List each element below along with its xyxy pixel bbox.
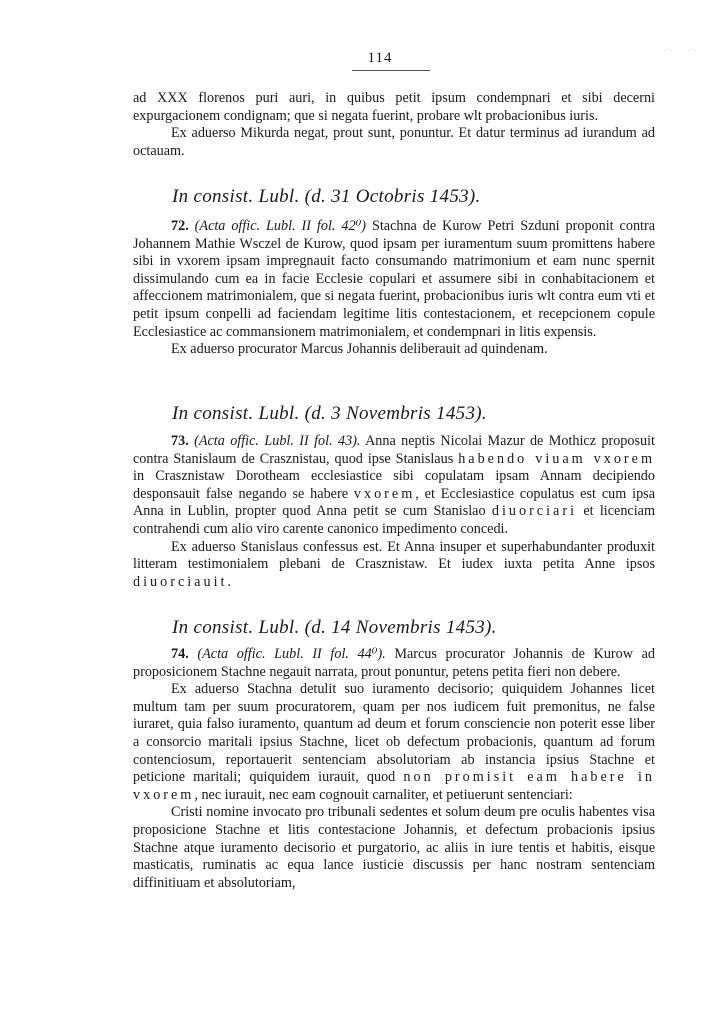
spaced-text: non promisit eam habere in vxorem	[133, 769, 656, 803]
entry-text: Stachna de Kurow Petri Szduni proponit contra Johannem Mathie Wsczel de Kurow, quod ipsam per iuramentum suum promittens habere sibi in vxorem ipsam impregnauit facto consumando matrimonium et eam nunc spernit dissimulando cum ea in facie Ecclesie copulari et assumere sibi in conhabitacionem et affeccionem matrimonialem, que si negata fuerint, probacionibus iuris wlt contra eum vti et petit ipsum conpelli ad faciendam legitime litis contestacionem, et recepcionem copule Ecclesiastice ac commansionem matrimonialem, et condempnari in litis expensis.	[133, 218, 655, 340]
page-number-rule	[352, 70, 430, 71]
section-heading-73: In consist. Lubl. (d. 3 Novembris 1453).	[172, 403, 487, 424]
entry-72-body	[133, 218, 655, 341]
spaced-text: diuorciari	[491, 503, 578, 520]
entry-74-body	[133, 646, 655, 681]
entry-text: Ex aduerso Stanislaus confessus est. Et Anna insuper et superhabundanter produxit litteram testimonialem plebani de Crasznistaw. Et iudex iuxta petita Anne ipsos	[133, 538, 655, 573]
entry-73-body	[133, 433, 655, 539]
entry-73	[133, 433, 655, 591]
entry-72	[133, 218, 655, 359]
entry-number: 73.	[171, 433, 189, 449]
entry-source: (Acta offic. Lubl. II fol. 43).	[194, 433, 361, 449]
page-number: 114	[367, 50, 393, 66]
entry-74-sentence: Cristi nomine invocato pro tribunali sedentes et solum deum pre oculis habentes visa proposicione Stachne et litis contestacione Johannis, et defectum probacionis ipsius Stachne atque iuramento decisorio et purgatorio, ac aliis in iure tentis et habitis, eisque masticatis, ruminatis ac equa lance iusticie discussis per hanc nostram sentenciam diffinitiuam et absolutoriam,	[133, 804, 655, 891]
spaced-text: diuorciauit	[133, 573, 228, 590]
entry-74	[133, 646, 655, 892]
spaced-text: habendo viuam vxorem	[458, 450, 655, 467]
entry-text: Marcus procurator Johannis de Kurow ad proposicionem Stachne negauit narrata, prout ponuntur, petens petita fieri non debere.	[133, 646, 655, 680]
entry-text: in Crasznistaw Dorotheam ecclesiastice sibi copulatam ipsam Annam decipiendo desponsauit false negando se habere	[133, 468, 655, 502]
entry-number: 72.	[171, 218, 189, 234]
entry-number: 74.	[171, 646, 189, 662]
margin-mark: . . . . . . . .	[664, 44, 709, 53]
entry-text: Anna neptis Nicolai Mazur de Mothicz proposuit contra Stanislaum de Crasznistau, quod ipse Stanislaus	[133, 433, 655, 467]
entry-74-oath	[133, 681, 655, 804]
entry-text: .	[227, 573, 232, 590]
entry-source: (Acta offic. Lubl. II fol. 42⁰)	[194, 218, 366, 234]
entry-72-closing: Ex aduerso procurator Marcus Johannis deliberauit ad quindenam.	[171, 341, 548, 358]
entry-text: Ex aduerso Stachna detulit suo iuramento decisorio; quiquidem Johannes licet multum tam per suum procuratorem, quam per nos iudicem fuit premonitus, ne false iuraret, quia falso iuramento, quantum ad deum et forum consciencie non poterit esse liber a consorcio maritali ipsius Stachne, licet ob defectum probacionis, quantum ad forum contenciosum, reportauerit sentenciam absolutoriam ab instancia ipsius Stachne et peticione maritali; quiquidem iurauit, quod	[133, 681, 655, 786]
entry-text: , nec iurauit, nec eam cognouit carnaliter, et petiuerunt sentenciari:	[194, 786, 573, 803]
section-heading-74: In consist. Lubl. (d. 14 Novembris 1453).	[172, 617, 497, 638]
section-heading-72: In consist. Lubl. (d. 31 Octobris 1453).	[172, 186, 481, 207]
intro-block	[133, 90, 655, 160]
entry-text: , et Ecclesiastice copulatus est cum ipsa Anna in Lublin, propter quod Anna petit se cum Stanislao	[133, 485, 655, 520]
entry-73-closing	[133, 539, 655, 592]
entry-source: (Acta offic. Lubl. II fol. 44⁰).	[197, 646, 386, 662]
intro-closing: Ex aduerso Mikurda negat, prout sunt, ponuntur. Et datur terminus ad iurandum ad octauam.	[133, 125, 655, 159]
intro-paragraph: ad XXX florenos puri auri, in quibus petit ipsum condempnari et sibi decerni expurgacionem condignam; que si negata fuerint, probare wlt probacionibus iuris.	[133, 90, 655, 124]
entry-text: et licenciam contrahendi cum alio viro carente canonico impedimento concedi.	[133, 503, 655, 537]
spaced-text: vxorem	[353, 485, 416, 502]
